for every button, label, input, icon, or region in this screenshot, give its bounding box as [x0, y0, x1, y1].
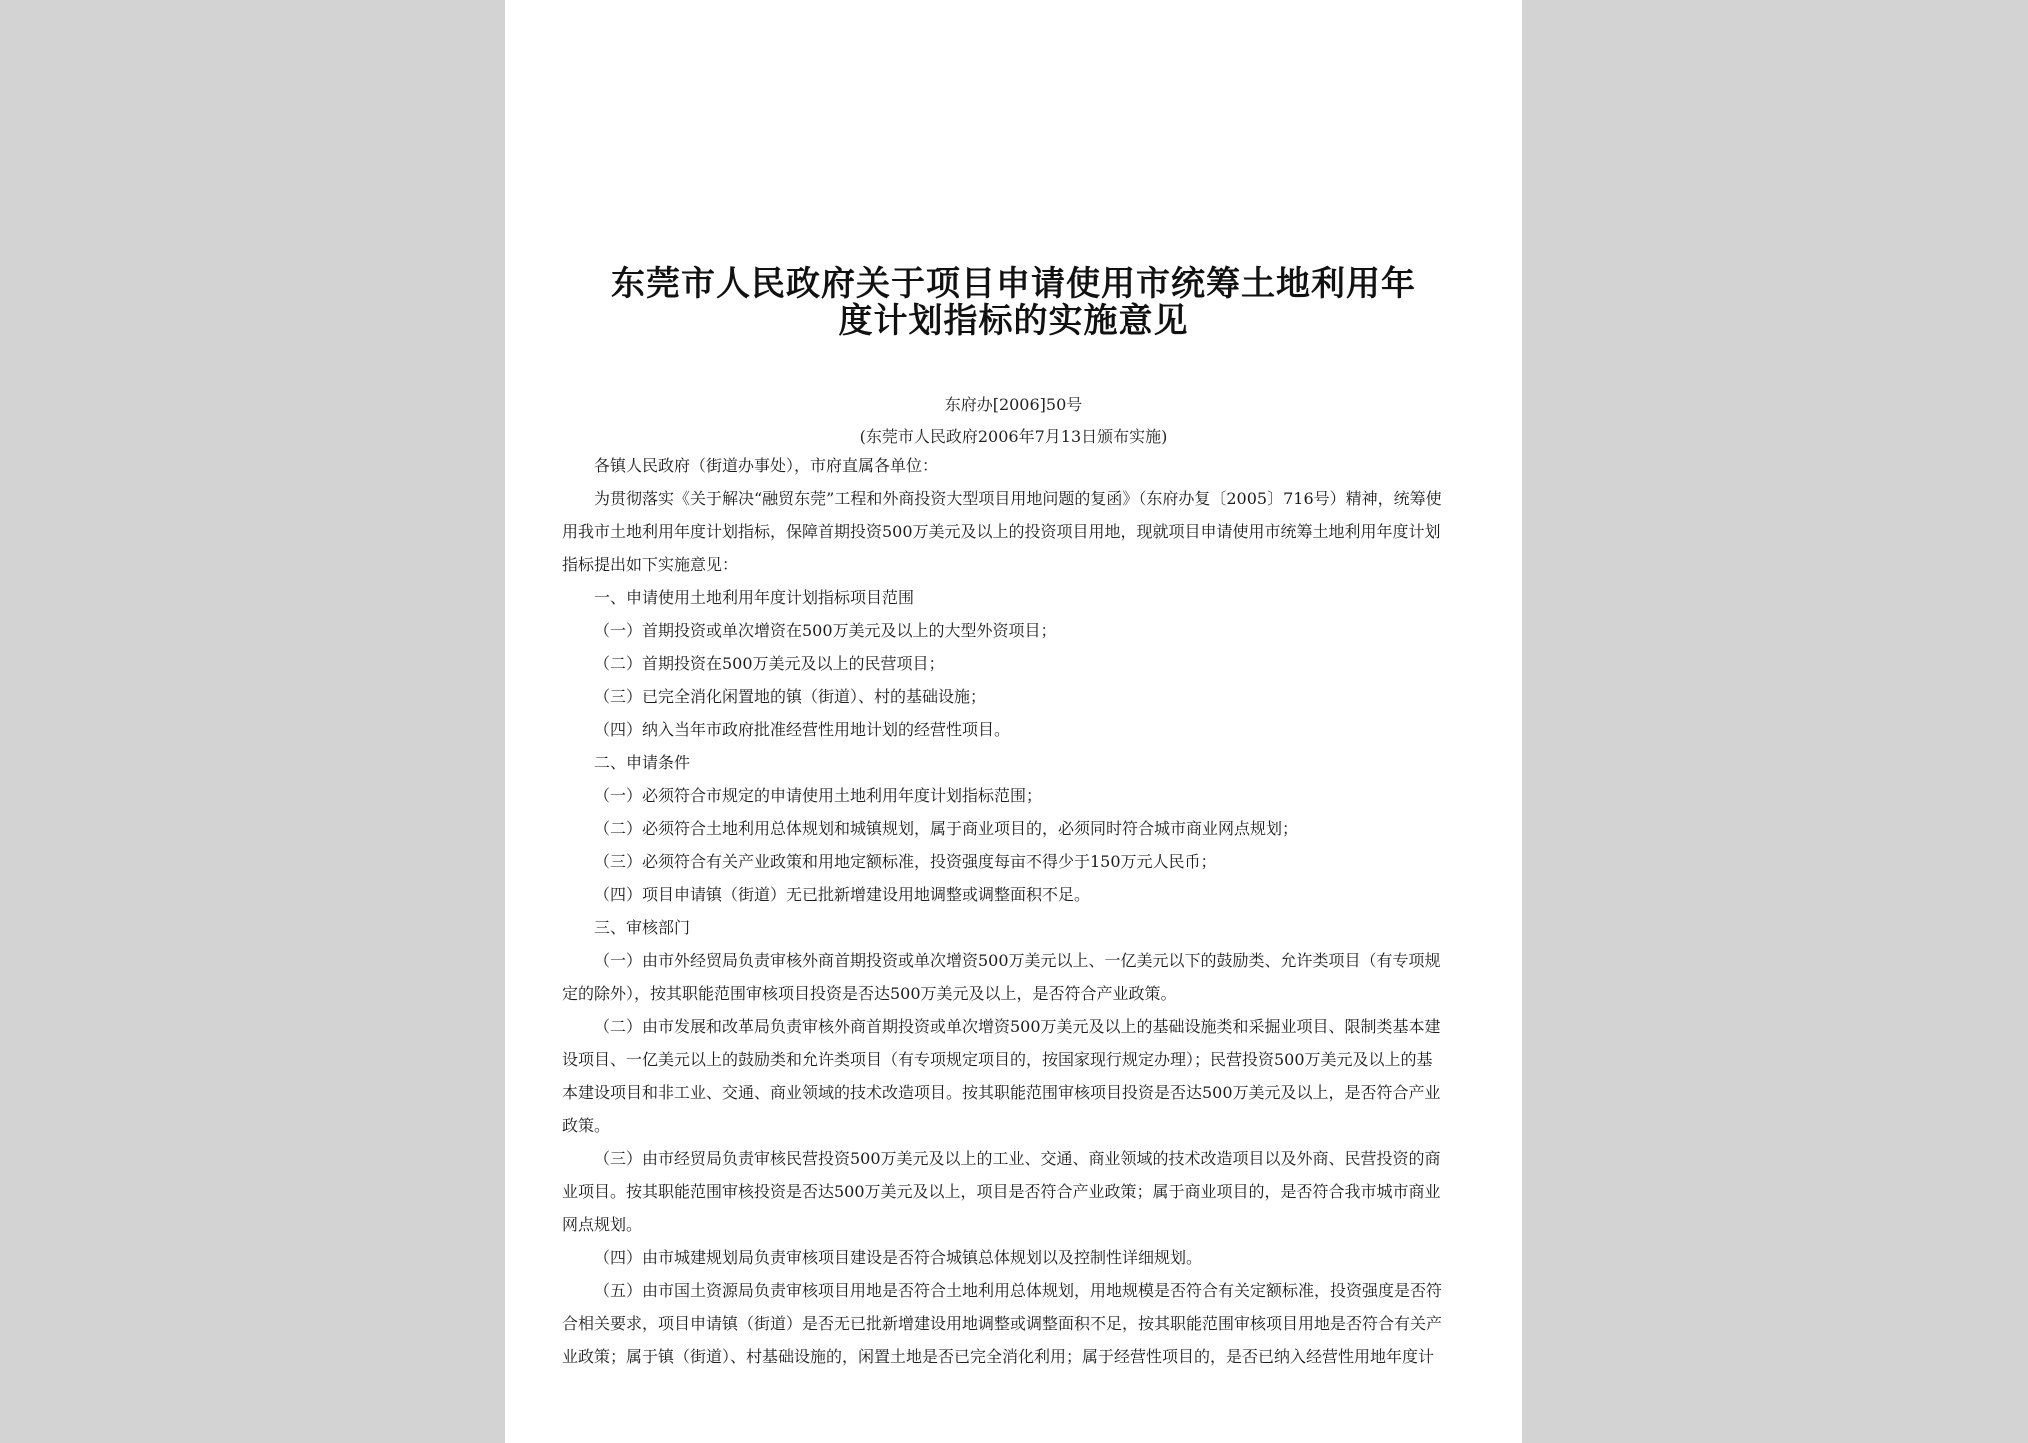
body-line: （五）由市国土资源局负责审核项目用地是否符合土地利用总体规划，用地规模是否符合有关定额标准，投资强度是否符	[594, 1281, 1443, 1300]
body-line: 定的除外），按其职能范围审核项目投资是否达500万美元及以上，是否符合产业政策。	[562, 984, 1177, 1003]
body-line: 业项目。按其职能范围审核投资是否达500万美元及以上，项目是否符合产业政策；属于商业项目的，是否符合我市城市商业	[562, 1182, 1441, 1201]
section-heading: 二、申请条件	[594, 753, 691, 772]
body-line: 各镇人民政府（街道办事处），市府直属各单位：	[594, 456, 939, 475]
section-heading: 一、申请使用土地利用年度计划指标项目范围	[594, 588, 915, 607]
body-line: （一）首期投资或单次增资在500万美元及以上的大型外资项目；	[594, 621, 1057, 640]
body-line: 设项目、一亿美元以上的鼓励类和允许类项目（有专项规定项目的，按国家现行规定办理）；民营投资500万美元及以上的基	[562, 1050, 1433, 1069]
body-line: 本建设项目和非工业、交通、商业领域的技术改造项目。按其职能范围审核项目投资是否达500万美元及以上，是否符合产业	[562, 1083, 1441, 1102]
document-title-line-2: 度计划指标的实施意见	[838, 301, 1189, 341]
body-line: （四）纳入当年市政府批准经营性用地计划的经营性项目。	[594, 720, 1011, 739]
issue-date-note: (东莞市人民政府2006年7月13日颁布实施)	[859, 427, 1168, 446]
body-line: （二）必须符合土地利用总体规划和城镇规划，属于商业项目的，必须同时符合城市商业网点规划；	[594, 819, 1299, 838]
body-line: （二）由市发展和改革局负责审核外商首期投资或单次增资500万美元及以上的基础设施类和采掘业项目、限制类基本建	[594, 1017, 1441, 1036]
body-line: 业政策；属于镇（街道）、村基础设施的，闲置土地是否已完全消化利用；属于经营性项目的，是否已纳入经营性用地年度计	[562, 1347, 1435, 1366]
body-line: （三）已完全消化闲置地的镇（街道）、村的基础设施；	[594, 687, 987, 706]
document-body	[562, 449, 1468, 1373]
body-line: （四）由市城建规划局负责审核项目建设是否符合城镇总体规划以及控制性详细规划。	[594, 1248, 1203, 1267]
body-line: 用我市土地利用年度计划指标，保障首期投资500万美元及以上的投资项目用地，现就项目申请使用市统筹土地利用年度计划	[562, 522, 1441, 541]
document-page	[505, 0, 1522, 1443]
body-line: 为贯彻落实《关于解决“融贸东莞”工程和外商投资大型项目用地问题的复函》（东府办复〔2005〕716号）精神，统筹使	[594, 489, 1442, 508]
document-title-line-1: 东莞市人民政府关于项目申请使用市统筹土地利用年	[611, 264, 1416, 304]
body-line: 合相关要求，项目申请镇（街道）是否无已批新增建设用地调整或调整面积不足，按其职能范围审核项目用地是否符合有关产	[562, 1314, 1443, 1333]
body-line: （三）由市经贸局负责审核民营投资500万美元及以上的工业、交通、商业领域的技术改造项目以及外商、民营投资的商	[594, 1149, 1441, 1168]
document-number: 东府办[2006]50号	[944, 395, 1083, 414]
body-line: 指标提出如下实施意见：	[562, 555, 739, 574]
body-line: （二）首期投资在500万美元及以上的民营项目；	[594, 654, 945, 673]
body-line: 网点规划。	[562, 1215, 643, 1234]
body-line: 政策。	[562, 1116, 611, 1135]
body-line: （三）必须符合有关产业政策和用地定额标准，投资强度每亩不得少于150万元人民币；	[594, 852, 1217, 871]
section-heading: 三、审核部门	[594, 918, 691, 937]
body-line: （一）由市外经贸局负责审核外商首期投资或单次增资500万美元以上、一亿美元以下的鼓励类、允许类项目（有专项规	[594, 951, 1441, 970]
body-line: （四）项目申请镇（街道）无已批新增建设用地调整或调整面积不足。	[594, 885, 1091, 904]
body-line: （一）必须符合市规定的申请使用土地利用年度计划指标范围；	[594, 786, 1043, 805]
